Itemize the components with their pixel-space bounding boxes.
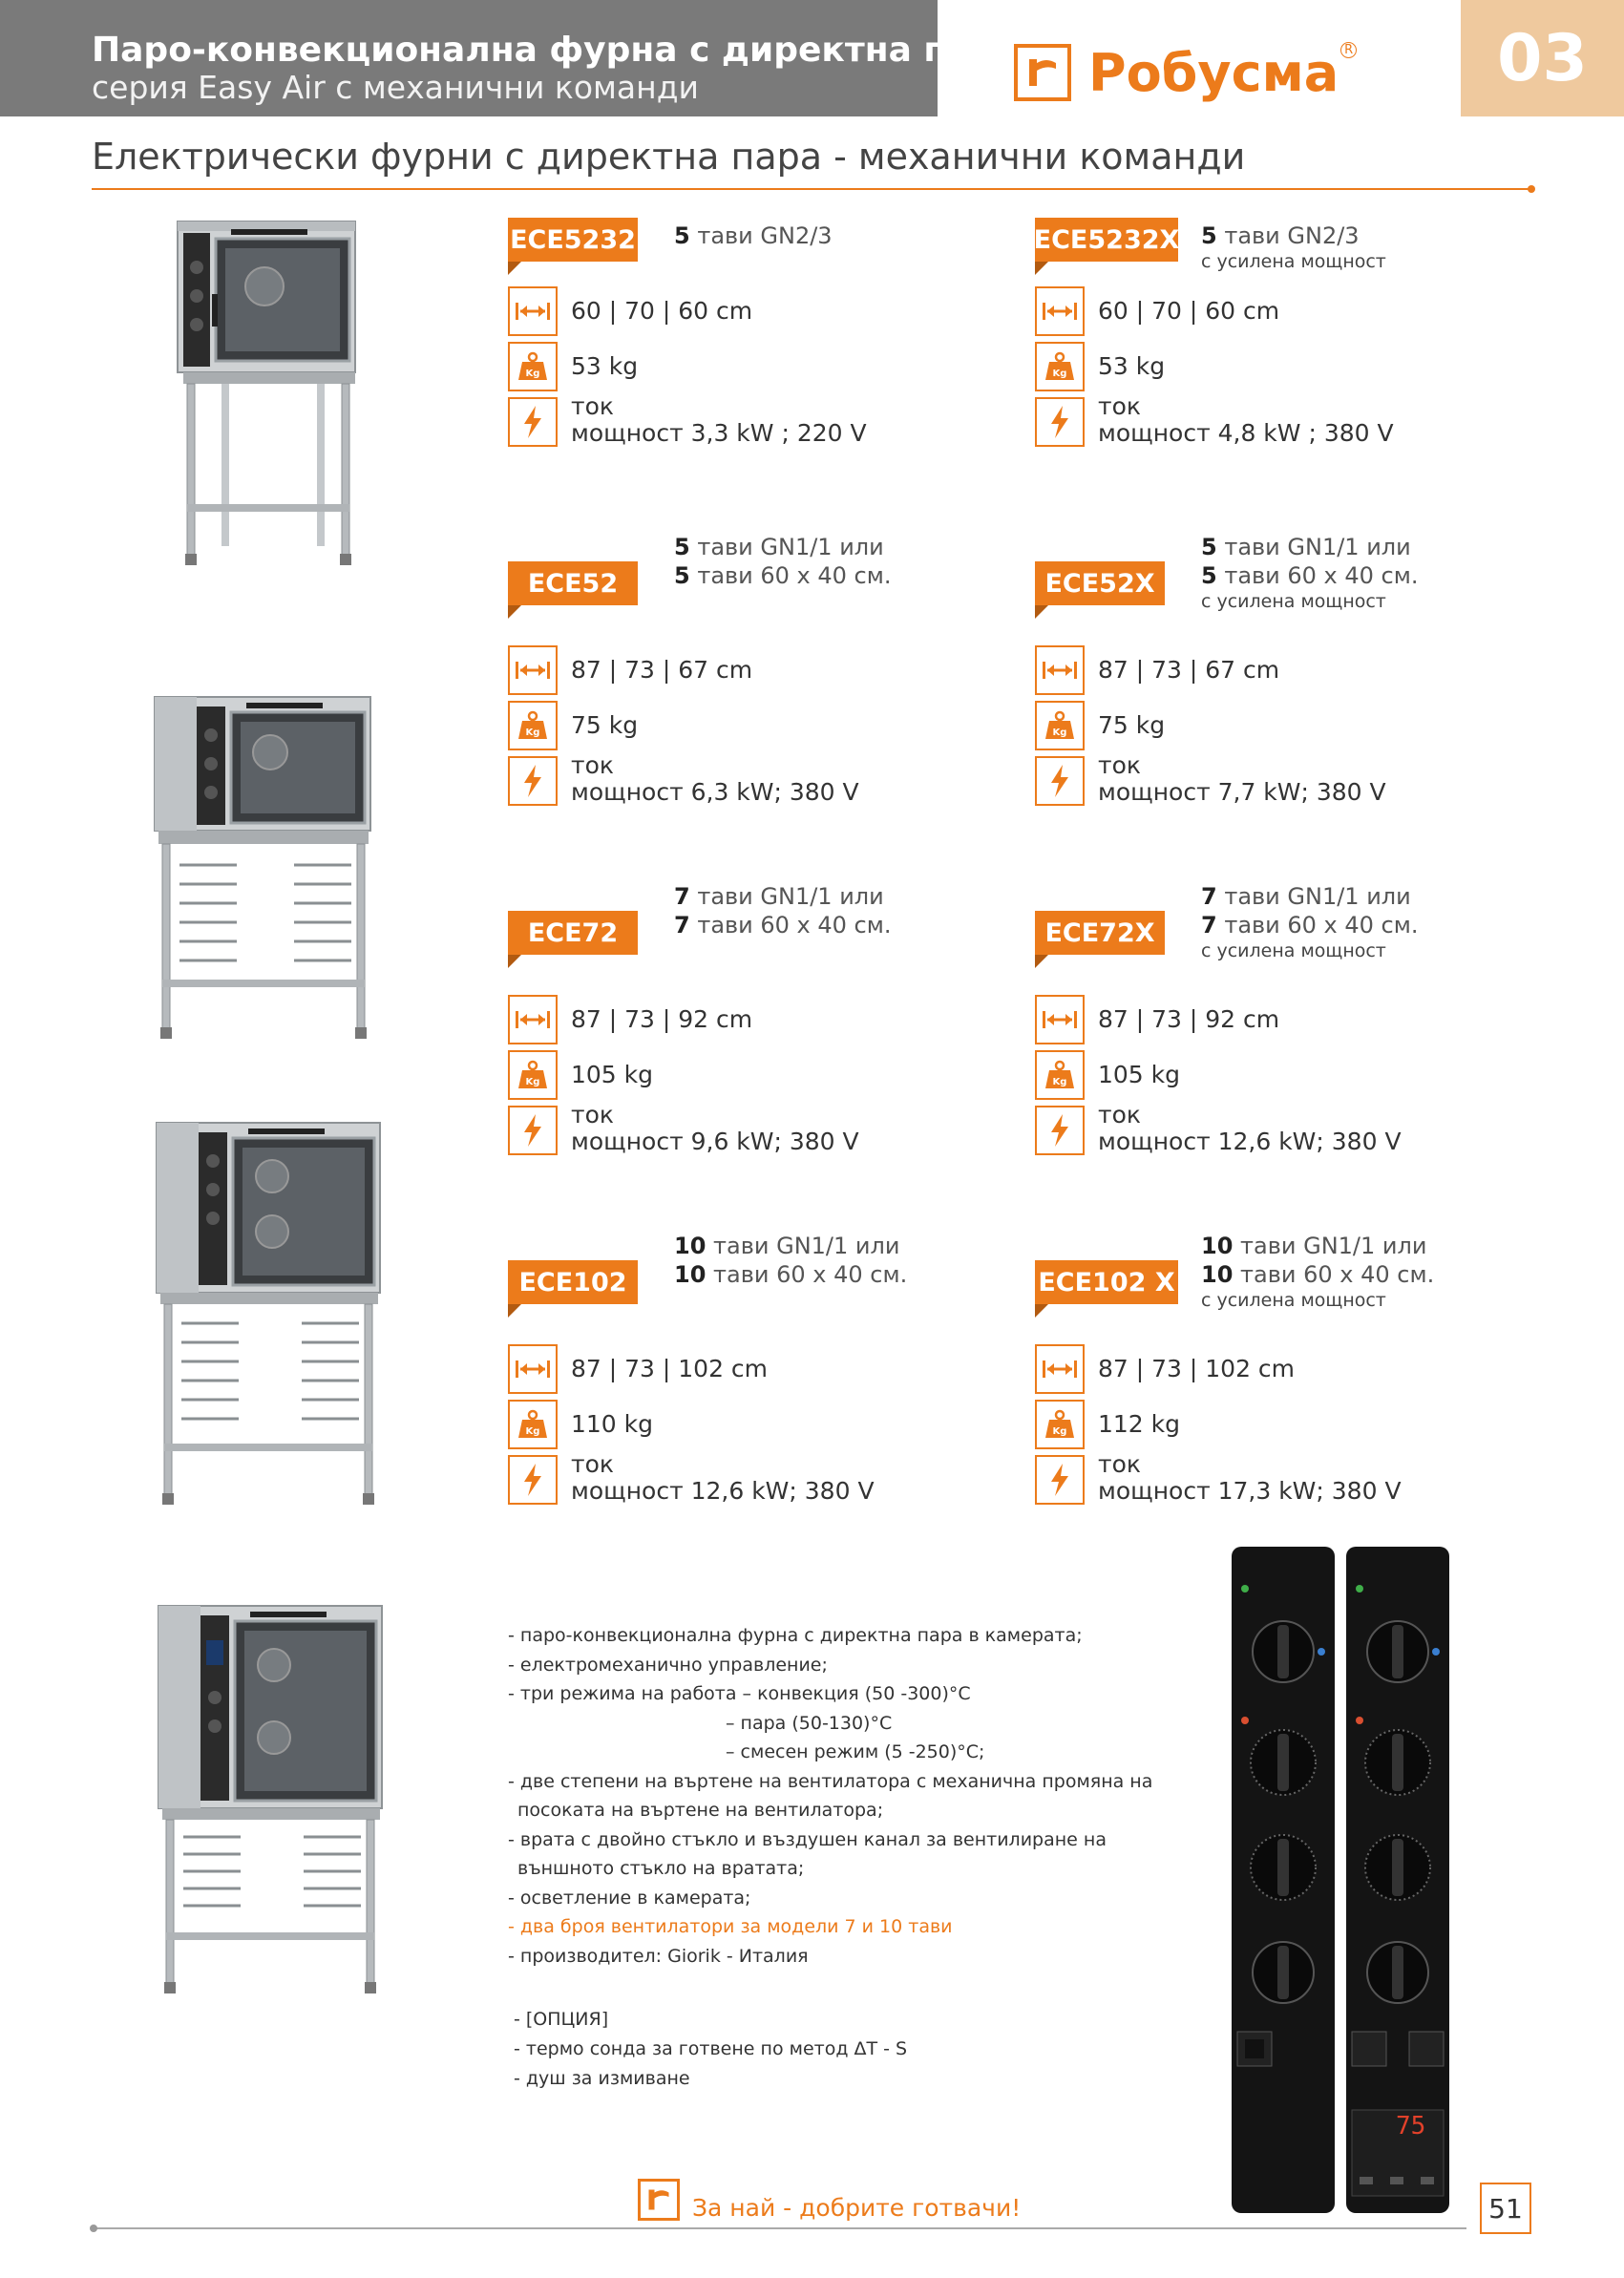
page-number: 51 <box>1480 2183 1531 2234</box>
model-code: ECE72X <box>1044 918 1155 948</box>
dimensions: 87 | 73 | 92 cm <box>1098 1005 1280 1033</box>
oven-image-5-trays <box>151 693 376 1041</box>
capacity-description <box>674 1232 907 1289</box>
feature-item-highlight: - два броя вентилатори за модели 7 и 10 тави <box>508 1916 953 1937</box>
dimensions-icon <box>508 645 558 695</box>
tray-spec: тави GN1/1 или <box>1216 534 1411 560</box>
brand-name: Робусма <box>1088 42 1339 103</box>
product-block <box>508 1233 966 1505</box>
weight-icon <box>508 1050 558 1100</box>
tray-qty-alt: 10 <box>1201 1261 1234 1288</box>
dimensions: 60 | 70 | 60 cm <box>1098 297 1280 325</box>
tray-spec: тави GN2/3 <box>1216 222 1360 249</box>
model-code: ECE52X <box>1044 568 1155 599</box>
dimensions-icon <box>508 995 558 1044</box>
feature-item: посоката на въртене на вентилатора; <box>517 1800 884 1821</box>
product-block <box>1035 883 1493 1155</box>
tag-fold <box>508 955 521 968</box>
power-note: с усилена мощност <box>1201 251 1386 272</box>
model-code: ECE52 <box>527 568 619 599</box>
tray-qty: 5 <box>1201 534 1217 560</box>
feature-list <box>508 1621 1176 1971</box>
tray-qty: 7 <box>674 883 690 910</box>
power-note: с усилена мощност <box>1201 1290 1386 1311</box>
brand-logo <box>1014 42 1357 103</box>
power-icon <box>508 397 558 447</box>
section-title: Електрически фурни с директна пара - механични команди <box>92 136 1246 178</box>
tray-spec-alt: тави 60 х 40 см. <box>1233 1261 1435 1288</box>
power-icon <box>1035 756 1085 806</box>
power-label: ток <box>1098 1450 1141 1478</box>
tray-qty: 10 <box>1201 1233 1234 1259</box>
model-code: ECE72 <box>527 918 619 948</box>
power-label: ток <box>571 751 614 779</box>
weight-icon <box>1035 1400 1085 1449</box>
svg-text:Kg: Kg <box>525 1077 540 1087</box>
feature-item: - три режима на работа – конвекция (50 -300)°С <box>508 1683 971 1704</box>
tray-spec: тави GN1/1 или <box>689 883 884 910</box>
option-item: - термо сонда за готвене по метод ΔT - S <box>514 2038 908 2059</box>
tag-fold <box>508 262 521 275</box>
panel-display-value: 75 <box>1396 2112 1426 2141</box>
tag-fold <box>1035 955 1048 968</box>
tag-fold <box>508 605 521 619</box>
weight-icon <box>508 342 558 391</box>
power-rating: мощност 17,3 kW; 380 V <box>1098 1477 1402 1505</box>
power-rating: мощност 3,3 kW ; 220 V <box>571 419 867 447</box>
weight: 75 kg <box>1098 711 1166 739</box>
tray-spec-alt: тави 60 х 40 см. <box>706 1261 908 1288</box>
power-label: ток <box>1098 751 1141 779</box>
power-label: ток <box>571 392 614 420</box>
model-code: ECE5232 <box>510 224 636 255</box>
option-item: - душ за измиване <box>514 2068 690 2089</box>
product-block <box>1035 218 1493 466</box>
footer-divider-dot <box>90 2225 97 2232</box>
tray-spec: тави GN1/1 или <box>706 1233 900 1259</box>
tray-spec-alt: тави 60 х 40 см. <box>689 562 892 589</box>
weight: 53 kg <box>1098 352 1166 380</box>
svg-text:Kg: Kg <box>1052 1077 1067 1087</box>
model-code: ECE5232X <box>1033 224 1180 255</box>
power-icon <box>508 1455 558 1505</box>
product-block <box>508 883 966 1155</box>
power-rating: мощност 6,3 kW; 380 V <box>571 778 859 806</box>
svg-text:Kg: Kg <box>525 1426 540 1437</box>
feature-item: – пара (50-130)°С <box>726 1712 893 1734</box>
options-list <box>514 2005 907 2094</box>
model-code: ECE102 <box>518 1267 627 1297</box>
control-panel-right <box>1346 1547 1449 2213</box>
footer-divider <box>92 2227 1466 2229</box>
product-block <box>508 218 966 466</box>
tray-qty-alt: 7 <box>1201 912 1217 939</box>
header-title: Паро-конвекционална фурна с директна пара <box>92 31 1019 70</box>
tray-qty: 7 <box>1201 883 1217 910</box>
model-code-tag <box>1035 218 1178 262</box>
dimensions-icon <box>1035 286 1085 336</box>
weight-icon <box>508 701 558 750</box>
model-code-tag <box>508 561 638 605</box>
feature-item: - паро-конвекционална фурна с директна пара в камерата; <box>508 1625 1083 1646</box>
chapter-number: 03 <box>1461 0 1624 116</box>
weight: 75 kg <box>571 711 639 739</box>
weight-icon <box>1035 1050 1085 1100</box>
model-code: ECE102 X <box>1038 1267 1175 1297</box>
model-code-tag <box>1035 911 1165 955</box>
oven-image-7-trays <box>153 1119 386 1507</box>
power-icon <box>1035 1106 1085 1155</box>
feature-item: – смесен режим (5 -250)°С; <box>726 1741 985 1762</box>
feature-item: - две степени на въртене на вентилатора с механична промяна на <box>508 1770 1153 1792</box>
dimensions-icon <box>1035 1344 1085 1394</box>
weight: 110 kg <box>571 1410 654 1438</box>
svg-text:Kg: Kg <box>1052 1426 1067 1437</box>
power-label: ток <box>571 1450 614 1478</box>
tag-fold <box>1035 605 1048 619</box>
dimensions-icon <box>1035 995 1085 1044</box>
weight-icon <box>1035 342 1085 391</box>
tag-fold <box>508 1304 521 1318</box>
oven-image-10-trays <box>155 1602 388 1995</box>
tray-spec: тави GN1/1 или <box>1233 1233 1427 1259</box>
tray-spec: тави GN2/3 <box>689 222 833 249</box>
power-label: ток <box>571 1101 614 1128</box>
product-block <box>508 534 966 806</box>
power-rating: мощност 9,6 kW; 380 V <box>571 1128 859 1155</box>
svg-text:Kg: Kg <box>525 728 540 738</box>
power-label: ток <box>1098 1101 1141 1128</box>
power-rating: мощност 12,6 kW; 380 V <box>1098 1128 1402 1155</box>
power-label: ток <box>1098 392 1141 420</box>
tray-qty-alt: 10 <box>674 1261 707 1288</box>
tray-qty: 10 <box>674 1233 707 1259</box>
tray-spec-alt: тави 60 х 40 см. <box>1216 912 1419 939</box>
power-icon <box>508 756 558 806</box>
weight: 105 kg <box>571 1061 654 1088</box>
registered-mark: R <box>1340 42 1357 58</box>
dimensions: 87 | 73 | 102 cm <box>1098 1355 1296 1382</box>
model-code-tag <box>1035 561 1165 605</box>
weight: 53 kg <box>571 352 639 380</box>
tray-qty-alt: 7 <box>674 912 690 939</box>
svg-text:Kg: Kg <box>525 369 540 379</box>
tray-spec-alt: тави 60 х 40 см. <box>689 912 892 939</box>
weight: 112 kg <box>1098 1410 1181 1438</box>
capacity-description <box>674 533 892 590</box>
dimensions-icon <box>508 1344 558 1394</box>
feature-item: външното стъкло на вратата; <box>517 1858 805 1879</box>
feature-item: - врата с двойно стъкло и въздушен канал за вентилиране на <box>508 1828 1107 1850</box>
footer-logo-icon <box>638 2179 680 2221</box>
dimensions-icon <box>508 286 558 336</box>
capacity-description <box>1201 882 1419 962</box>
dimensions: 87 | 73 | 92 cm <box>571 1005 753 1033</box>
dimensions: 60 | 70 | 60 cm <box>571 297 753 325</box>
product-block <box>1035 534 1493 806</box>
header-subtitle: серия Easy Air с механични команди <box>92 69 699 106</box>
power-icon <box>1035 397 1085 447</box>
power-rating: мощност 12,6 kW; 380 V <box>571 1477 875 1505</box>
feature-item: - производител: Giorik - Италия <box>508 1945 809 1967</box>
tray-qty: 5 <box>1201 222 1217 249</box>
slogan: За най - добрите готвачи! <box>692 2194 1022 2222</box>
weight: 105 kg <box>1098 1061 1181 1088</box>
svg-text:Kg: Kg <box>1052 369 1067 379</box>
option-header: - [ОПЦИЯ] <box>514 2009 609 2030</box>
weight-icon <box>508 1400 558 1449</box>
divider-dot <box>1528 185 1535 193</box>
capacity-description <box>674 882 892 939</box>
dimensions: 87 | 73 | 102 cm <box>571 1355 769 1382</box>
section-divider <box>92 188 1531 190</box>
tray-qty-alt: 5 <box>674 562 690 589</box>
tag-fold <box>1035 262 1048 275</box>
power-icon <box>1035 1455 1085 1505</box>
svg-text:Kg: Kg <box>1052 728 1067 738</box>
dimensions: 87 | 73 | 67 cm <box>571 656 753 684</box>
capacity-description <box>1201 221 1386 273</box>
model-code-tag <box>508 218 638 262</box>
tag-fold <box>1035 1304 1048 1318</box>
model-code-tag <box>508 1260 638 1304</box>
capacity-description <box>1201 1232 1434 1312</box>
tray-spec: тави GN1/1 или <box>1216 883 1411 910</box>
capacity-description <box>674 221 833 250</box>
tray-spec: тави GN1/1 или <box>689 534 884 560</box>
feature-item: - осветление в камерата; <box>508 1887 751 1909</box>
feature-item: - електромеханично управление; <box>508 1654 828 1676</box>
power-note: с усилена мощност <box>1201 591 1386 612</box>
dimensions: 87 | 73 | 67 cm <box>1098 656 1280 684</box>
brand-logo-icon <box>1014 44 1071 101</box>
capacity-description <box>1201 533 1419 613</box>
power-note: с усилена мощност <box>1201 940 1386 961</box>
product-block <box>1035 1233 1493 1505</box>
model-code-tag <box>1035 1260 1178 1304</box>
tray-spec-alt: тави 60 х 40 см. <box>1216 562 1419 589</box>
tray-qty: 5 <box>674 534 690 560</box>
dimensions-icon <box>1035 645 1085 695</box>
tray-qty-alt: 5 <box>1201 562 1217 589</box>
oven-image-small <box>174 218 365 571</box>
power-rating: мощност 7,7 kW; 380 V <box>1098 778 1386 806</box>
tray-qty: 5 <box>674 222 690 249</box>
power-icon <box>508 1106 558 1155</box>
model-code-tag <box>508 911 638 955</box>
power-rating: мощност 4,8 kW ; 380 V <box>1098 419 1394 447</box>
control-panel-left <box>1232 1547 1335 2213</box>
weight-icon <box>1035 701 1085 750</box>
